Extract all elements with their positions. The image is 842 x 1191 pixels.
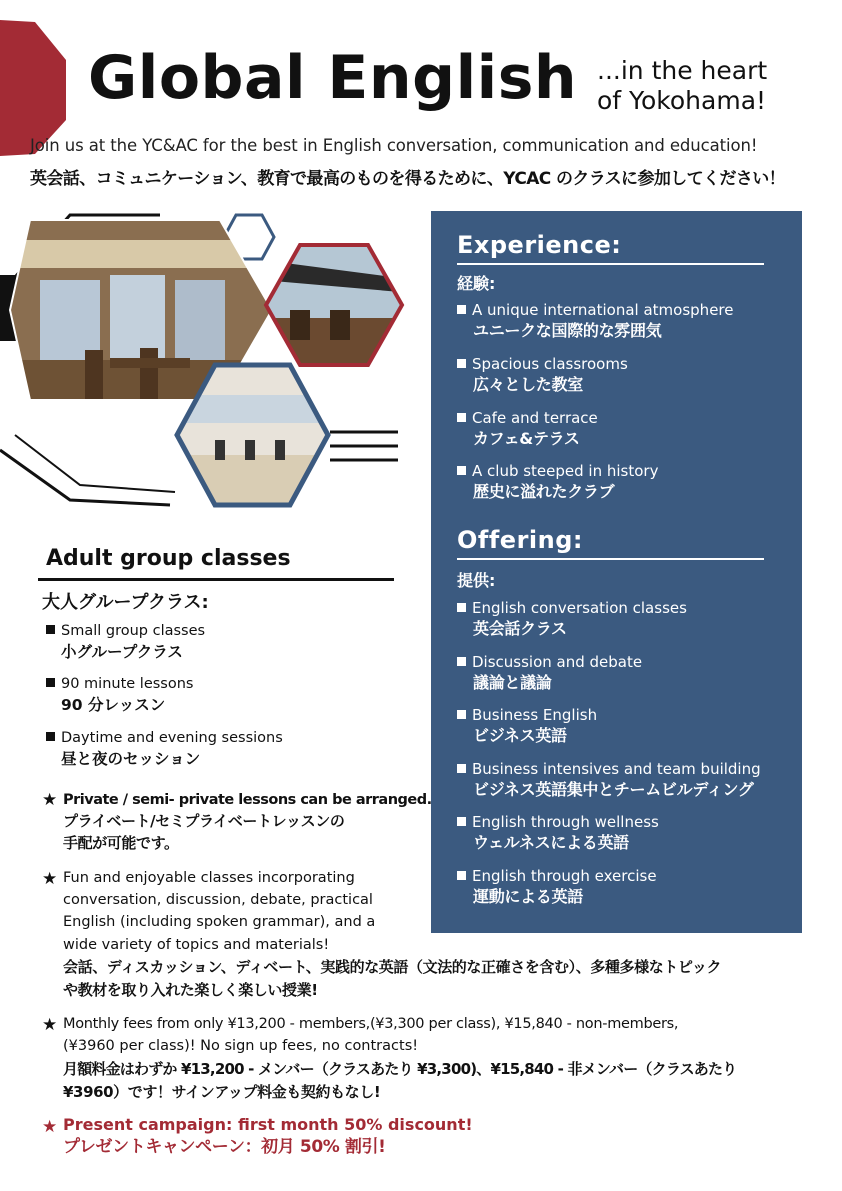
campaign-en: Present campaign: first month 50% discount! — [63, 1115, 473, 1134]
adult-item: 90 minute lessons 90 分レッスン — [46, 674, 193, 716]
square-bullet-icon — [457, 817, 466, 826]
fun-classes-en-1: Fun and enjoyable classes incorporating — [63, 870, 355, 886]
tagline-line-1: ...in the heart — [597, 56, 768, 85]
offering-title-ja: 提供: — [457, 571, 496, 590]
experience-item: A unique international atmosphere ユニークな国際的な雰囲気 — [457, 300, 787, 342]
fun-classes-en-4: wide variety of topics and materials! — [63, 937, 330, 953]
star-icon: ★ — [42, 790, 58, 810]
square-bullet-icon — [457, 413, 466, 422]
star-icon: ★ — [42, 869, 58, 889]
intro-japanese: 英会話、コミュニケーション、教育で最高のものを得るために、YCAC のクラスに参加してください！ — [30, 169, 786, 189]
red-star-icon: ★ — [42, 1117, 58, 1137]
square-bullet-icon — [457, 305, 466, 314]
page-title: Global English — [88, 43, 578, 113]
fun-classes-ja-1: 会話、ディスカッション、ディベート、実践的な英語（文法的な正確さを含む）、多種多様なトピック — [63, 958, 722, 976]
features-panel — [431, 211, 802, 933]
adult-classes-rule — [38, 578, 394, 581]
square-bullet-icon — [46, 625, 55, 634]
experience-title: Experience: — [457, 231, 622, 259]
offering-item: English through wellness ウェルネスによる英語 — [457, 812, 787, 854]
offering-item: Business English ビジネス英語 — [457, 705, 787, 747]
adult-classes-title-ja: 大人グループクラス: — [42, 592, 209, 613]
square-bullet-icon — [457, 710, 466, 719]
square-bullet-icon — [457, 764, 466, 773]
offering-item: Business intensives and team building ビジネス英語集中とチームビルディング — [457, 759, 787, 801]
square-bullet-icon — [457, 466, 466, 475]
square-bullet-icon — [457, 871, 466, 880]
square-bullet-icon — [457, 603, 466, 612]
tagline — [597, 56, 767, 116]
fees-ja-2: ¥3960）です！サインアップ料金も契約もなし! — [63, 1083, 381, 1101]
campaign-ja: プレゼントキャンペーン：初月 50% 割引! — [63, 1137, 386, 1157]
terrace-photo — [260, 240, 410, 370]
offering-item: English conversation classes 英会話クラス — [457, 598, 787, 640]
tagline-line-2: of Yokohama! — [597, 86, 767, 115]
star-icon: ★ — [42, 1015, 58, 1035]
experience-item: A club steeped in history 歴史に溢れたクラブ — [457, 461, 787, 503]
experience-title-ja: 経験: — [457, 274, 496, 293]
adult-item: Small group classes 小グループクラス — [46, 621, 205, 663]
fees-en-2: (¥3960 per class)! No sign up fees, no contracts! — [63, 1038, 419, 1054]
square-bullet-icon — [46, 678, 55, 687]
fun-classes-en-2: conversation, discussion, debate, practical — [63, 892, 373, 908]
offering-item: Discussion and debate 議論と議論 — [457, 652, 787, 694]
private-lessons-ja-2: 手配が可能です。 — [63, 834, 179, 852]
offering-title: Offering: — [457, 526, 583, 554]
square-bullet-icon — [457, 359, 466, 368]
adult-item: Daytime and evening sessions 昼と夜のセッション — [46, 728, 283, 770]
private-lessons-en: Private / semi- private lessons can be arranged. — [63, 792, 432, 808]
photo-collage — [0, 200, 431, 530]
adult-classes-title: Adult group classes — [46, 546, 291, 571]
square-bullet-icon — [457, 657, 466, 666]
offering-rule — [457, 558, 764, 560]
outline-stroke — [0, 450, 170, 505]
experience-item: Spacious classrooms 広々とした教室 — [457, 354, 787, 396]
fees-en-1: Monthly fees from only ¥13,200 - members,(¥3,300 per class), ¥15,840 - non-members, — [63, 1016, 679, 1032]
experience-item: Cafe and terrace カフェ&テラス — [457, 408, 787, 450]
outline-stroke — [15, 435, 175, 492]
private-lessons-ja-1: プライベート/セミプライベートレッスンの — [63, 812, 345, 830]
fun-classes-en-3: English (including spoken grammar), and a — [63, 914, 376, 930]
square-bullet-icon — [46, 732, 55, 741]
fees-ja-1: 月額料金はわずか ¥13,200 - メンバー（クラスあたり ¥3,300)、¥15,840 - 非メンバー（クラスあたり — [63, 1060, 737, 1078]
experience-rule — [457, 263, 764, 265]
offering-item: English through exercise 運動による英語 — [457, 866, 787, 908]
fun-classes-ja-2: や教材を取り入れた楽しく楽しい授業! — [63, 981, 318, 999]
intro-english: Join us at the YC&AC for the best in English conversation, communication and education! — [30, 136, 758, 155]
